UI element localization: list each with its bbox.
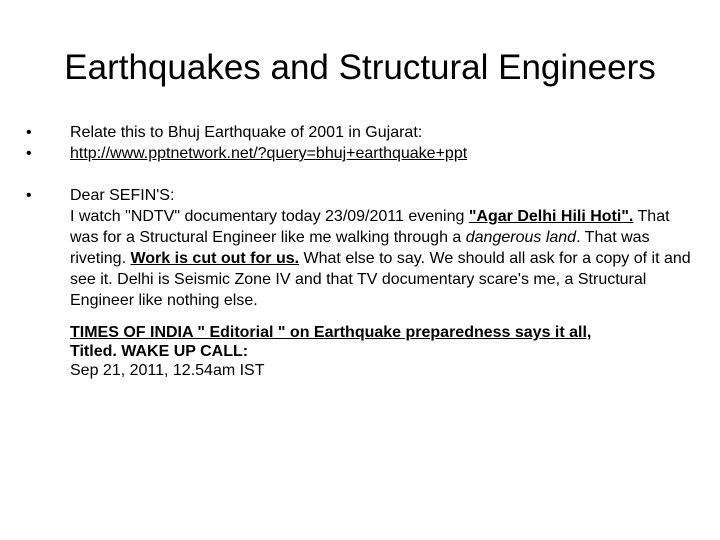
bullet-marker: •: [26, 124, 32, 141]
bullet-text-bhuj: Relate this to Bhuj Earthquake of 2001 in Gujarat:: [70, 124, 423, 141]
emphasis-phrase: Work is cut out for us.: [130, 250, 300, 267]
slide-content: [26, 122, 696, 380]
documentary-title: "Agar Delhi Hili Hoti".: [468, 208, 634, 225]
bullet-link: [26, 143, 696, 164]
dear-sefins-heading: Dear SEFIN'S:: [70, 187, 175, 204]
paragraph-text: I watch "NDTV" documentary today 23/09/2011 evening: [70, 208, 469, 225]
editorial-heading: TIMES OF INDIA " Editorial " on Earthquake preparedness says it all,: [70, 324, 592, 341]
editorial-title: Titled. WAKE UP CALL:: [70, 343, 249, 360]
documentary-paragraph: [70, 206, 696, 311]
paragraph-text: What else to say. We should all ask for a copy of it and see it. Delhi is Seismic Zone IV and that TV documentary scare's me, a Structural Engineer like nothing else.: [70, 250, 691, 309]
bullet-marker: •: [26, 145, 32, 162]
bullet-dear-sefins: [26, 185, 696, 311]
bullet-marker: •: [26, 187, 32, 204]
pptnetwork-link[interactable]: http://www.pptnetwork.net/?query=bhuj+earthquake+ppt: [70, 145, 468, 162]
bullet-bhuj: [26, 122, 696, 143]
paragraph-text: . That was riveting.: [70, 229, 650, 267]
editorial-date: Sep 21, 2011, 12.54am IST: [70, 362, 265, 379]
editorial-paragraph: [26, 323, 696, 380]
italic-phrase: dangerous land: [465, 229, 577, 246]
paragraph-text: That was for a Structural Engineer like me walking through a: [70, 208, 670, 246]
slide-title: Earthquakes and Structural Engineers: [64, 48, 656, 87]
